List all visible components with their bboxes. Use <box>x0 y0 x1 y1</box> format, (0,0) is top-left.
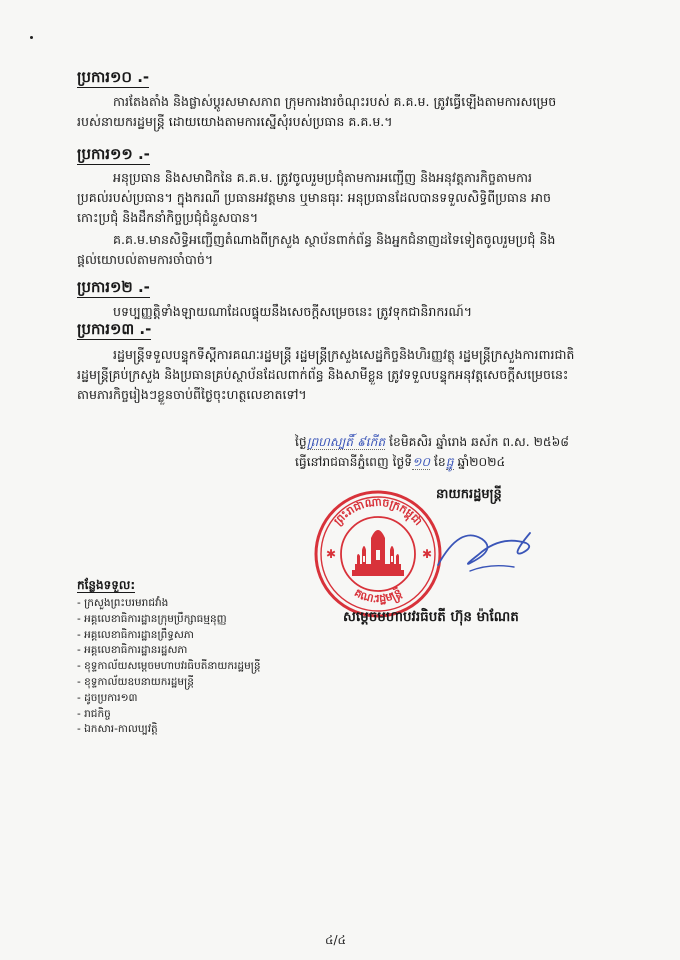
stray-dot <box>30 36 33 39</box>
recipients-title: កន្លែងទទួល: <box>77 578 136 592</box>
article-12-text: បទប្បញ្ញត្តិទាំងឡាយណាដែលផ្ទុយនឹងសេចក្ដីសម្រេចនេះ ត្រូវទុកជានិរាករណ៍។ <box>113 304 473 319</box>
signatory-name: សម្ដេចមហាបវរធិបតី ហ៊ុន ម៉ាណែត <box>343 609 519 625</box>
list-item: - ខុទ្ទកាល័យឧបនាយករដ្ឋមន្ត្រី <box>77 675 194 688</box>
article-10-text: ការតែងតាំង និងផ្លាស់ប្ដូរសមាសភាព ក្រុមការងារចំណុះរបស់ គ.គ.ម. ត្រូវធ្វើឡើងតាមការសម្រេច របស់នាយករដ្ឋមន្ត្រី ដោយយោងតាមការស្នើសុំរបស់ប្រធាន គ.គ.ម.។ <box>77 94 557 129</box>
date-block <box>295 432 635 472</box>
handwritten-signature <box>430 505 540 580</box>
svg-text:✱: ✱ <box>326 547 337 561</box>
list-item: - អគ្គលេខាធិការដ្ឋានក្រុមប្រឹក្សាធម្មនុញ្ញ <box>77 612 227 625</box>
list-item: - ឯកសារ-កាលប្បវត្តិ <box>77 723 158 736</box>
article-11-heading: ប្រការ១១ .- <box>77 145 150 163</box>
article-11-text-2: គ.គ.ម.មានសិទ្ធិអញ្ជើញតំណាងពីក្រសួង ស្ថាប័នពាក់ព័ន្ធ និងអ្នកជំនាញដទៃទៀតចូលរួមប្រជុំ និង ផ្ដល់យោបល់តាមការចាំបាច់។ <box>77 232 556 267</box>
list-item: - អគ្គលេខាធិការដ្ឋានរដ្ឋសភា <box>77 644 188 657</box>
article-11-text-1: អនុប្រធាន និងសមាជិកនៃ គ.គ.ម. ត្រូវចូលរួមប្រជុំតាមការអញ្ជើញ និងអនុវត្តភារកិច្ចតាមការ ប្រគល់របស់ប្រធាន។ ក្នុងករណី ប្រធានអវត្តមាន ឬមានធុរៈ អនុប្រធានដែលបានទទួលសិទ្ធិពីប្រធាន អាច កោះប្រជុំ និងដឹកនាំកិច្ចប្រជុំជំនួសបាន។ <box>77 170 551 225</box>
list-item: - ដូចប្រការ១៣ <box>77 691 138 704</box>
page-number: ៤/៤ <box>325 933 347 947</box>
month-handwritten: ធ្នូ <box>445 455 454 469</box>
day-handwritten: ១០ <box>412 455 431 469</box>
svg-text:គណៈរដ្ឋមន្ត្រី: គណៈរដ្ឋមន្ត្រី <box>352 586 404 606</box>
list-item: - ក្រសួងព្រះបរមរាជវាំង <box>77 597 169 609</box>
article-10-heading: ប្រការ១០ .- <box>77 68 150 86</box>
signatory-title: នាយករដ្ឋមន្ត្រី <box>436 487 502 502</box>
lunar-date-handwritten: ព្រហស្បតិ៍ ៩កើត <box>306 435 386 449</box>
list-item: - ខុទ្ទកាល័យសម្ដេចមហាបវរធិបតីនាយករដ្ឋមន្ត្រី <box>77 660 261 673</box>
svg-text:✱: ✱ <box>422 547 433 561</box>
list-item: - អគ្គលេខាធិការដ្ឋានព្រឹទ្ធសភា <box>77 628 194 641</box>
article-13-text: រដ្ឋមន្ត្រីទទួលបន្ទុកទីស្ដីការគណៈរដ្ឋមន្ត្រី រដ្ឋមន្ត្រីក្រសួងសេដ្ឋកិច្ចនិងហិរញ្ញវត្ថុ រដ្ឋមន្ត្រីក្រសួងការពារជាតិ រដ្ឋមន្ត្រីគ្រប់ក្រសួង និងប្រធានគ្រប់ស្ថាប័នដែលពាក់ព័ន្ធ និងសាមីខ្លួន ត្រូវទទួលបន្ទុកអនុវត្តសេចក្ដីសម្រេចនេះ តាមភារកិច្ចរៀងៗខ្លួនចាប់ពីថ្ងៃចុះហត្ថលេខាតទៅ។ <box>77 347 575 402</box>
official-seal <box>312 488 444 620</box>
article-12-heading: ប្រការ១២ .- <box>77 278 150 296</box>
list-item: - រាជកិច្ច <box>77 707 111 720</box>
svg-text:ព្រះរាជាណាចក្រកម្ពុជា: ព្រះរាជាណាចក្រកម្ពុជា <box>331 495 425 528</box>
recipients-list <box>77 596 261 738</box>
gregorian-date-line: ធ្វើនៅរាជធានីភ្នំពេញ ថ្ងៃទី១០ ខែធ្នូ ឆ្នាំ២០២៤ <box>295 455 506 469</box>
article-13-heading: ប្រការ១៣ .- <box>77 320 152 338</box>
lunar-date-line: ថ្ងៃព្រហស្បតិ៍ ៩កើត ខែមិគសិរ ឆ្នាំរោង ឆស័ក ព.ស. ២៥៦៨ <box>295 435 569 449</box>
